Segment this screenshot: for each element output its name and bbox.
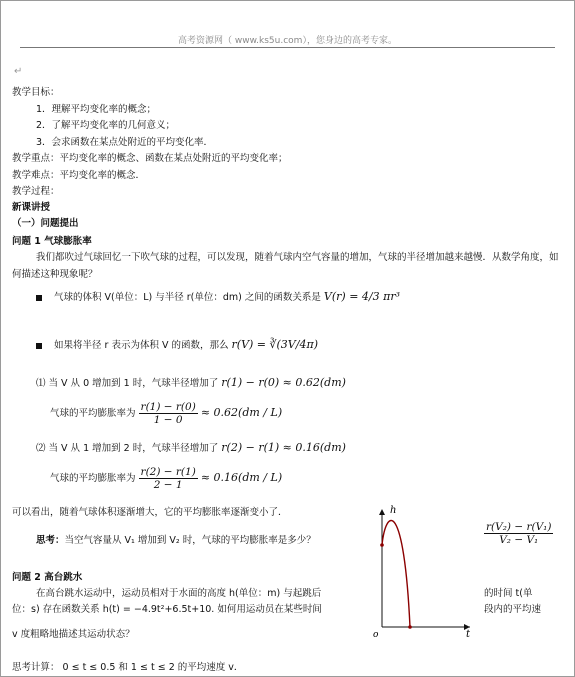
- goal-item: 2．了解平均变化率的几何意义；: [36, 120, 176, 131]
- y-axis-arrow-icon: [379, 509, 385, 515]
- bullet2-text: 如果将半径 r 表示为体积 V 的函数，那么: [54, 340, 229, 351]
- rate1-result: ≈ 0.62(dm / L): [200, 406, 283, 420]
- problem2-line-a: 在高台跳水运动中，运动员相对于水面的高度 h(单位：m) 与起跳后: [36, 588, 322, 599]
- page-header: 高考资源网（ www.ks5u.com），您身边的高考专家。: [178, 36, 397, 46]
- problem1-paragraph: 我们都吹过气球回忆一下吹气球的过程，可以发现，随着气球内空气容量的增加，气球的半径增加越来越慢．从数学角度，如何描述这种现象呢？: [12, 252, 559, 280]
- goal-item: 3．会求函数在某点处附近的平均变化率．: [36, 137, 214, 148]
- fraction-denominator: 1 − 0: [153, 414, 183, 427]
- step2-text: ⑵ 当 V 从 1 增加到 2 时，气球半径增加了: [36, 443, 219, 454]
- fraction-denominator: V₂ − V₁: [499, 534, 539, 547]
- rate2-result: ≈ 0.16(dm / L): [200, 471, 283, 485]
- fraction-numerator: r(V₂) − r(V₁): [486, 521, 552, 533]
- goal-item: 1．理解平均变化率的概念；: [36, 104, 157, 115]
- end-point: [408, 625, 412, 629]
- process-title: 教学过程：: [12, 186, 60, 197]
- bullet2-line: [36, 337, 318, 351]
- fraction-denominator: 2 − 1: [153, 479, 183, 492]
- difficulty: 教学难点：平均变化率的概念．: [12, 170, 146, 181]
- radius-formula: r(V) = ∛(3V/4π): [231, 338, 318, 351]
- fraction-numerator: r(1) − r(0): [140, 401, 196, 413]
- step1-text: ⑴ 当 V 从 0 增加到 1 时，气球半径增加了: [36, 378, 219, 389]
- think-fraction: [484, 521, 553, 546]
- height-time-graph: [370, 505, 480, 640]
- key-point: 教学重点：平均变化率的概念、函数在某点处附近的平均变化率；: [12, 153, 288, 164]
- problem2-line-b: 的时间 t(单: [484, 588, 533, 599]
- bullet1-text: 气球的体积 V(单位：L) 与半径 r(单位：dm) 之间的函数关系是: [54, 292, 321, 303]
- start-point: [380, 543, 384, 547]
- think-line: [36, 532, 316, 546]
- goals-title: 教学目标：: [12, 87, 60, 98]
- rate2-fraction: [139, 466, 198, 491]
- problem2-line-e: v 度粗略地描述其运动状态？: [12, 629, 135, 640]
- rate2-line: [50, 466, 282, 491]
- problem2-title: 问题 2 高台跳水: [12, 572, 83, 583]
- section-heading: （一）问题提出: [12, 218, 79, 229]
- step2-line: [36, 440, 346, 454]
- problem2-line-c: 位：s) 存在函数关系 h(t) = −4.9t²+6.5t+10. 如何用运动员在某些时间: [12, 604, 322, 615]
- rate2-text: 气球的平均膨胀率为: [50, 473, 136, 485]
- problem2-line-d: 段内的平均速: [484, 604, 542, 615]
- rate1-fraction: [139, 401, 198, 426]
- observation-text: 可以看出，随着气球体积逐渐增大，它的平均膨胀率逐渐变小了．: [12, 507, 288, 518]
- volume-formula: V(r) = 4/3 πr³: [323, 290, 401, 303]
- height-curve: [382, 520, 410, 627]
- rate1-line: [50, 401, 282, 426]
- bullet-icon: [36, 343, 42, 349]
- think-fraction-wrap: [484, 521, 553, 546]
- calc-line: 思考计算： 0 ≤ t ≤ 0.5 和 1 ≤ t ≤ 2 的平均速度 v．: [12, 662, 244, 673]
- step1-line: [36, 375, 346, 389]
- return-mark: ↵: [14, 66, 23, 77]
- rate1-text: 气球的平均膨胀率为: [50, 408, 136, 420]
- bullet-icon: [36, 295, 42, 301]
- think-text: 当空气容量从 V₁ 增加到 V₂ 时，气球的平均膨胀率是多少？: [64, 535, 316, 546]
- new-lesson-heading: 新课讲授: [12, 202, 51, 213]
- think-label: 思考：: [36, 535, 65, 546]
- step1-formula: r(1) − r(0) ≈ 0.62(dm): [221, 376, 346, 389]
- origin-label: o: [373, 630, 379, 640]
- fraction-numerator: r(2) − r(1): [140, 466, 196, 478]
- x-axis-label: t: [466, 629, 471, 640]
- step2-formula: r(2) − r(1) ≈ 0.16(dm): [221, 441, 346, 454]
- bullet1-line: [36, 289, 400, 303]
- y-axis-label: h: [390, 505, 397, 516]
- problem1-title: 问题 1 气球膨胀率: [12, 236, 92, 247]
- header-divider: [20, 47, 555, 48]
